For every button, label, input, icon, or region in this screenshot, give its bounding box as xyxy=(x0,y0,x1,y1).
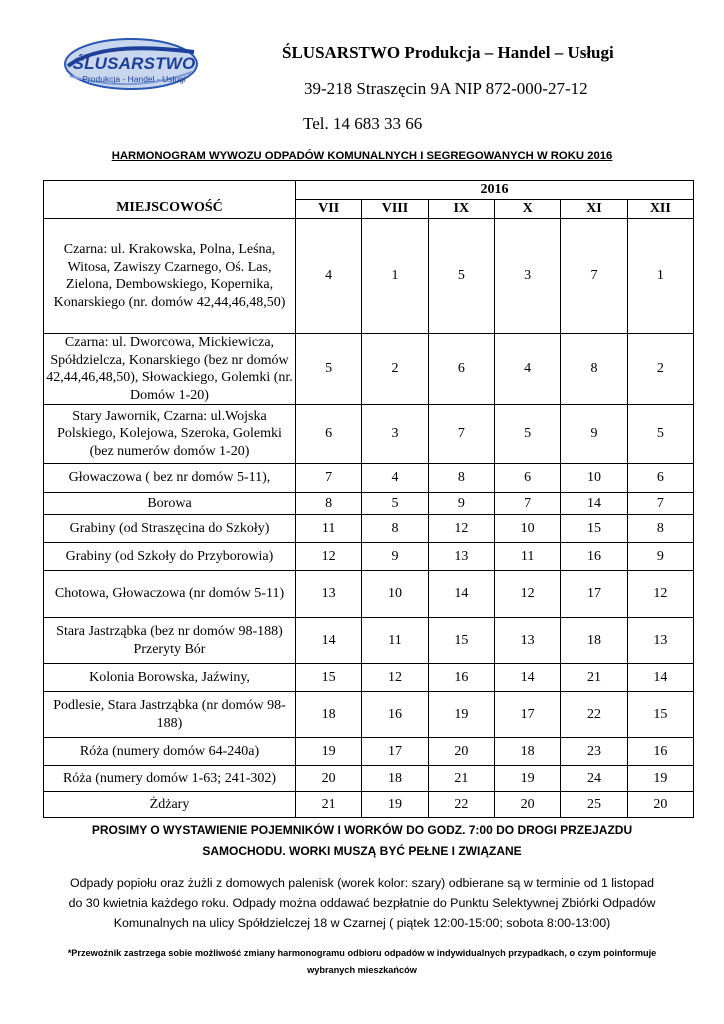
collection-day-cell: 5 xyxy=(296,334,362,405)
collection-day-cell: 14 xyxy=(428,571,494,618)
collection-day-cell: 20 xyxy=(428,738,494,766)
collection-day-cell: 11 xyxy=(362,618,428,664)
table-row xyxy=(44,618,694,664)
collection-day-cell: 19 xyxy=(627,766,693,792)
collection-day-cell: 8 xyxy=(296,493,362,515)
collection-day-cell: 5 xyxy=(494,405,560,464)
company-phone: Tel. 14 683 33 66 xyxy=(303,114,423,133)
collection-day-cell: 14 xyxy=(494,664,560,692)
collection-day-cell: 19 xyxy=(428,692,494,738)
collection-day-cell: 21 xyxy=(561,664,627,692)
collection-day-cell: 10 xyxy=(494,515,560,543)
collection-day-cell: 15 xyxy=(428,618,494,664)
month-header: VII xyxy=(296,200,362,219)
footnote-line: wybranych mieszkańców xyxy=(307,965,417,975)
info-line: Odpady popiołu oraz żużli z domowych palenisk (worek kolor: szary) odbierane są w terminie od 1 listopad xyxy=(69,876,655,890)
table-row xyxy=(44,766,694,792)
collection-day-cell: 17 xyxy=(362,738,428,766)
location-cell: Kolonia Borowska, Jaźwiny, xyxy=(44,664,296,692)
collection-day-cell: 8 xyxy=(362,515,428,543)
collection-day-cell: 8 xyxy=(428,464,494,493)
collection-day-cell: 7 xyxy=(428,405,494,464)
location-cell: Żdżary xyxy=(44,792,296,818)
collection-day-cell: 20 xyxy=(494,792,560,818)
collection-day-cell: 12 xyxy=(428,515,494,543)
collection-day-cell: 15 xyxy=(561,515,627,543)
collection-notice xyxy=(0,820,724,862)
collection-day-cell: 9 xyxy=(428,493,494,515)
collection-day-cell: 4 xyxy=(494,334,560,405)
collection-day-cell: 2 xyxy=(627,334,693,405)
collection-day-cell: 16 xyxy=(627,738,693,766)
table-row xyxy=(44,664,694,692)
collection-day-cell: 2 xyxy=(362,334,428,405)
location-cell: Czarna: ul. Dworcowa, Mickiewicza, Spółdzielcza, Konarskiego (bez nr domów 42,44,46,48,50), Słowackiego, Golemki (nr. Domów 1-20) xyxy=(44,334,296,405)
collection-day-cell: 25 xyxy=(561,792,627,818)
document-title: HARMONOGRAM WYWOZU ODPADÓW KOMUNALNYCH I SEGREGOWANYCH W ROKU 2016 xyxy=(111,150,613,162)
collection-day-cell: 20 xyxy=(627,792,693,818)
collection-day-cell: 6 xyxy=(627,464,693,493)
table-row xyxy=(44,515,694,543)
collection-day-cell: 16 xyxy=(362,692,428,738)
collection-day-cell: 12 xyxy=(494,571,560,618)
info-line: Komunalnych na ulicy Spółdzielczej 18 w Czarnej ( piątek 12:00-15:00; sobota 8:00-13:00) xyxy=(113,916,611,930)
collection-day-cell: 12 xyxy=(362,664,428,692)
footnote xyxy=(40,945,684,979)
table-row xyxy=(44,571,694,618)
collection-day-cell: 14 xyxy=(561,493,627,515)
collection-day-cell: 7 xyxy=(296,464,362,493)
collection-day-cell: 13 xyxy=(627,618,693,664)
collection-day-cell: 7 xyxy=(494,493,560,515)
collection-day-cell: 8 xyxy=(627,515,693,543)
collection-day-cell: 12 xyxy=(296,543,362,571)
collection-day-cell: 19 xyxy=(296,738,362,766)
location-cell: Chotowa, Głowaczowa (nr domów 5-11) xyxy=(44,571,296,618)
collection-day-cell: 18 xyxy=(494,738,560,766)
table-row xyxy=(44,692,694,738)
collection-day-cell: 16 xyxy=(428,664,494,692)
table-row xyxy=(44,464,694,493)
collection-day-cell: 5 xyxy=(428,219,494,334)
collection-day-cell: 19 xyxy=(494,766,560,792)
table-row xyxy=(44,405,694,464)
collection-day-cell: 3 xyxy=(362,405,428,464)
table-row xyxy=(44,738,694,766)
collection-day-cell: 1 xyxy=(627,219,693,334)
collection-day-cell: 18 xyxy=(296,692,362,738)
ash-collection-info xyxy=(30,873,694,933)
collection-day-cell: 23 xyxy=(561,738,627,766)
month-header: VIII xyxy=(362,200,428,219)
collection-day-cell: 13 xyxy=(296,571,362,618)
collection-day-cell: 8 xyxy=(561,334,627,405)
collection-day-cell: 5 xyxy=(627,405,693,464)
month-header: XII xyxy=(627,200,693,219)
location-cell: Róża (numery domów 1-63; 241-302) xyxy=(44,766,296,792)
location-cell: Stary Jawornik, Czarna: ul.Wojska Polskiego, Kolejowa, Szeroka, Golemki (bez numerów domów 1-20) xyxy=(44,405,296,464)
collection-day-cell: 17 xyxy=(561,571,627,618)
collection-day-cell: 6 xyxy=(296,405,362,464)
collection-day-cell: 7 xyxy=(561,219,627,334)
table-row xyxy=(44,219,694,334)
collection-day-cell: 7 xyxy=(627,493,693,515)
collection-day-cell: 19 xyxy=(362,792,428,818)
location-cell: Róża (numery domów 64-240a) xyxy=(44,738,296,766)
location-cell: Głowaczowa ( bez nr domów 5-11), xyxy=(44,464,296,493)
collection-day-cell: 6 xyxy=(428,334,494,405)
footnote-line: *Przewoźnik zastrzega sobie możliwość zmiany harmonogramu odbioru odpadów w indywidualnych przypadkach, o czym poinformuje xyxy=(67,948,657,958)
month-header: X xyxy=(494,200,560,219)
collection-day-cell: 9 xyxy=(362,543,428,571)
collection-day-cell: 4 xyxy=(296,219,362,334)
table-row xyxy=(44,543,694,571)
collection-day-cell: 13 xyxy=(428,543,494,571)
month-header: IX xyxy=(428,200,494,219)
collection-day-cell: 3 xyxy=(494,219,560,334)
collection-day-cell: 13 xyxy=(494,618,560,664)
table-row xyxy=(44,493,694,515)
collection-day-cell: 11 xyxy=(494,543,560,571)
company-address: 39-218 Straszęcin 9A NIP 872-000-27-12 xyxy=(304,79,588,98)
collection-day-cell: 24 xyxy=(561,766,627,792)
collection-day-cell: 21 xyxy=(428,766,494,792)
collection-day-cell: 14 xyxy=(296,618,362,664)
collection-day-cell: 17 xyxy=(494,692,560,738)
collection-day-cell: 1 xyxy=(362,219,428,334)
location-cell: Czarna: ul. Krakowska, Polna, Leśna, Witosa, Zawiszy Czarnego, Oś. Las, Zielona, Dembowskiego, Kopernika, Konarskiego (nr. domów 42,44,46,48,50) xyxy=(44,219,296,334)
company-name: ŚLUSARSTWO Produkcja – Handel – Usługi xyxy=(282,43,614,62)
schedule-table xyxy=(43,180,694,818)
location-cell: Borowa xyxy=(44,493,296,515)
collection-day-cell: 18 xyxy=(561,618,627,664)
collection-day-cell: 14 xyxy=(627,664,693,692)
collection-day-cell: 12 xyxy=(627,571,693,618)
collection-day-cell: 4 xyxy=(362,464,428,493)
table-row xyxy=(44,792,694,818)
collection-day-cell: 5 xyxy=(362,493,428,515)
collection-day-cell: 10 xyxy=(362,571,428,618)
table-row xyxy=(44,334,694,405)
year-header: 2016 xyxy=(296,181,694,200)
collection-day-cell: 16 xyxy=(561,543,627,571)
collection-day-cell: 21 xyxy=(296,792,362,818)
collection-day-cell: 9 xyxy=(561,405,627,464)
collection-day-cell: 11 xyxy=(296,515,362,543)
logo-subtitle: Produkcja - Handel - Usługi xyxy=(82,74,186,84)
notice-line: PROSIMY O WYSTAWIENIE POJEMNIKÓW I WORKÓW DO GODZ. 7:00 DO DROGI PRZEJAZDU xyxy=(91,823,633,837)
logo-wordmark: ŚLUSARSTWO xyxy=(72,54,196,73)
collection-day-cell: 6 xyxy=(494,464,560,493)
collection-day-cell: 10 xyxy=(561,464,627,493)
location-cell: Podlesie, Stara Jastrząbka (nr domów 98-188) xyxy=(44,692,296,738)
collection-day-cell: 9 xyxy=(627,543,693,571)
company-logo xyxy=(62,36,200,92)
collection-day-cell: 15 xyxy=(296,664,362,692)
collection-day-cell: 22 xyxy=(428,792,494,818)
collection-day-cell: 20 xyxy=(296,766,362,792)
notice-line: SAMOCHODU. WORKI MUSZĄ BYĆ PEŁNE I ZWIĄZANE xyxy=(202,844,522,858)
location-cell: Stara Jastrząbka (bez nr domów 98-188) Przeryty Bór xyxy=(44,618,296,664)
collection-day-cell: 15 xyxy=(627,692,693,738)
collection-day-cell: 22 xyxy=(561,692,627,738)
location-column-header: MIEJSCOWOŚĆ xyxy=(44,181,296,219)
collection-day-cell: 18 xyxy=(362,766,428,792)
month-header: XI xyxy=(561,200,627,219)
info-line: do 30 kwietnia każdego roku. Odpady można oddawać bezpłatnie do Punktu Selektywnej Zbiórki Odpadów xyxy=(68,896,656,910)
location-cell: Grabiny (od Szkoły do Przyborowia) xyxy=(44,543,296,571)
location-cell: Grabiny (od Straszęcina do Szkoły) xyxy=(44,515,296,543)
